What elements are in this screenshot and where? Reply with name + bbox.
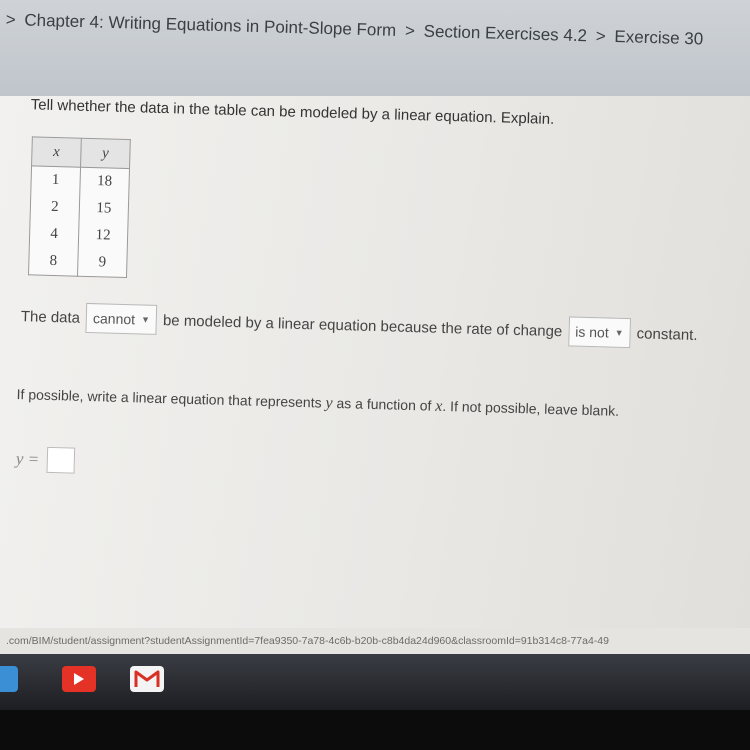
chevron-down-icon: ▼ — [614, 327, 624, 338]
status-url-text: .com/BIM/student/assignment?studentAssignmentId=7fea9350-7a78-4c6b-b20b-c8b4da24d960&classroomId=91b314c8-77a4-49 — [6, 635, 609, 647]
status-url — [0, 628, 750, 654]
breadcrumb-section-link[interactable]: Section Exercises 4.2 — [423, 21, 588, 46]
breadcrumb-separator: > — [595, 26, 606, 46]
taskbar — [0, 654, 750, 750]
dropdown-value: is not — [575, 323, 609, 341]
blue-app-icon[interactable] — [0, 666, 18, 692]
equation-input[interactable] — [47, 447, 76, 474]
breadcrumb-separator: > — [5, 10, 16, 30]
table-cell: 4 — [29, 220, 79, 248]
sentence-text: be modeled by a linear equation because the rate of change — [162, 311, 563, 340]
table-row — [29, 220, 128, 250]
table-cell: 9 — [77, 249, 127, 278]
breadcrumb-chapter-link[interactable]: Chapter 4: Writing Equations in Point-Slope Form — [24, 10, 397, 40]
instruction-text — [16, 386, 619, 421]
dropdown-value: cannot — [92, 310, 136, 328]
table-cell: 8 — [29, 247, 79, 276]
sentence-text: The data — [20, 307, 81, 327]
table-row — [30, 193, 129, 223]
youtube-icon[interactable] — [62, 666, 96, 692]
table-cell: 1 — [31, 166, 81, 195]
breadcrumb-separator: > — [404, 21, 416, 41]
table-cell: 12 — [78, 222, 128, 250]
is-isnot-dropdown[interactable] — [568, 316, 631, 348]
instruction-part: as a function of — [336, 394, 432, 414]
gmail-icon[interactable] — [130, 666, 164, 692]
table-cell: 2 — [30, 193, 80, 221]
instruction-part: . If not possible, leave blank. — [442, 397, 620, 419]
table-cell: 18 — [80, 167, 130, 196]
instruction-part: If possible, write a linear equation that represents — [16, 386, 322, 411]
chevron-down-icon: ▼ — [140, 314, 151, 325]
sentence-text: constant. — [636, 324, 698, 344]
table-cell: 15 — [79, 195, 129, 223]
table-header-x: x — [32, 137, 82, 167]
breadcrumb-exercise: Exercise 30 — [614, 27, 704, 49]
math-variable-x: x — [435, 397, 443, 415]
breadcrumb-bar — [0, 0, 750, 96]
question-prompt: Tell whether the data in the table can be modeled by a linear equation. Explain. — [30, 96, 555, 128]
can-cannot-dropdown[interactable] — [86, 303, 158, 335]
answer-sentence — [20, 301, 697, 350]
breadcrumb — [5, 10, 745, 51]
equation-answer-row — [15, 446, 75, 474]
taskbar-shelf — [0, 710, 750, 750]
exercise-content — [0, 96, 750, 628]
table-row — [29, 247, 128, 277]
gmail-m-icon — [134, 669, 160, 689]
equation-label: y = — [15, 449, 40, 469]
table-header-y: y — [81, 138, 131, 168]
table-row — [31, 166, 130, 196]
math-variable-y: y — [325, 394, 333, 412]
data-table — [28, 136, 131, 278]
